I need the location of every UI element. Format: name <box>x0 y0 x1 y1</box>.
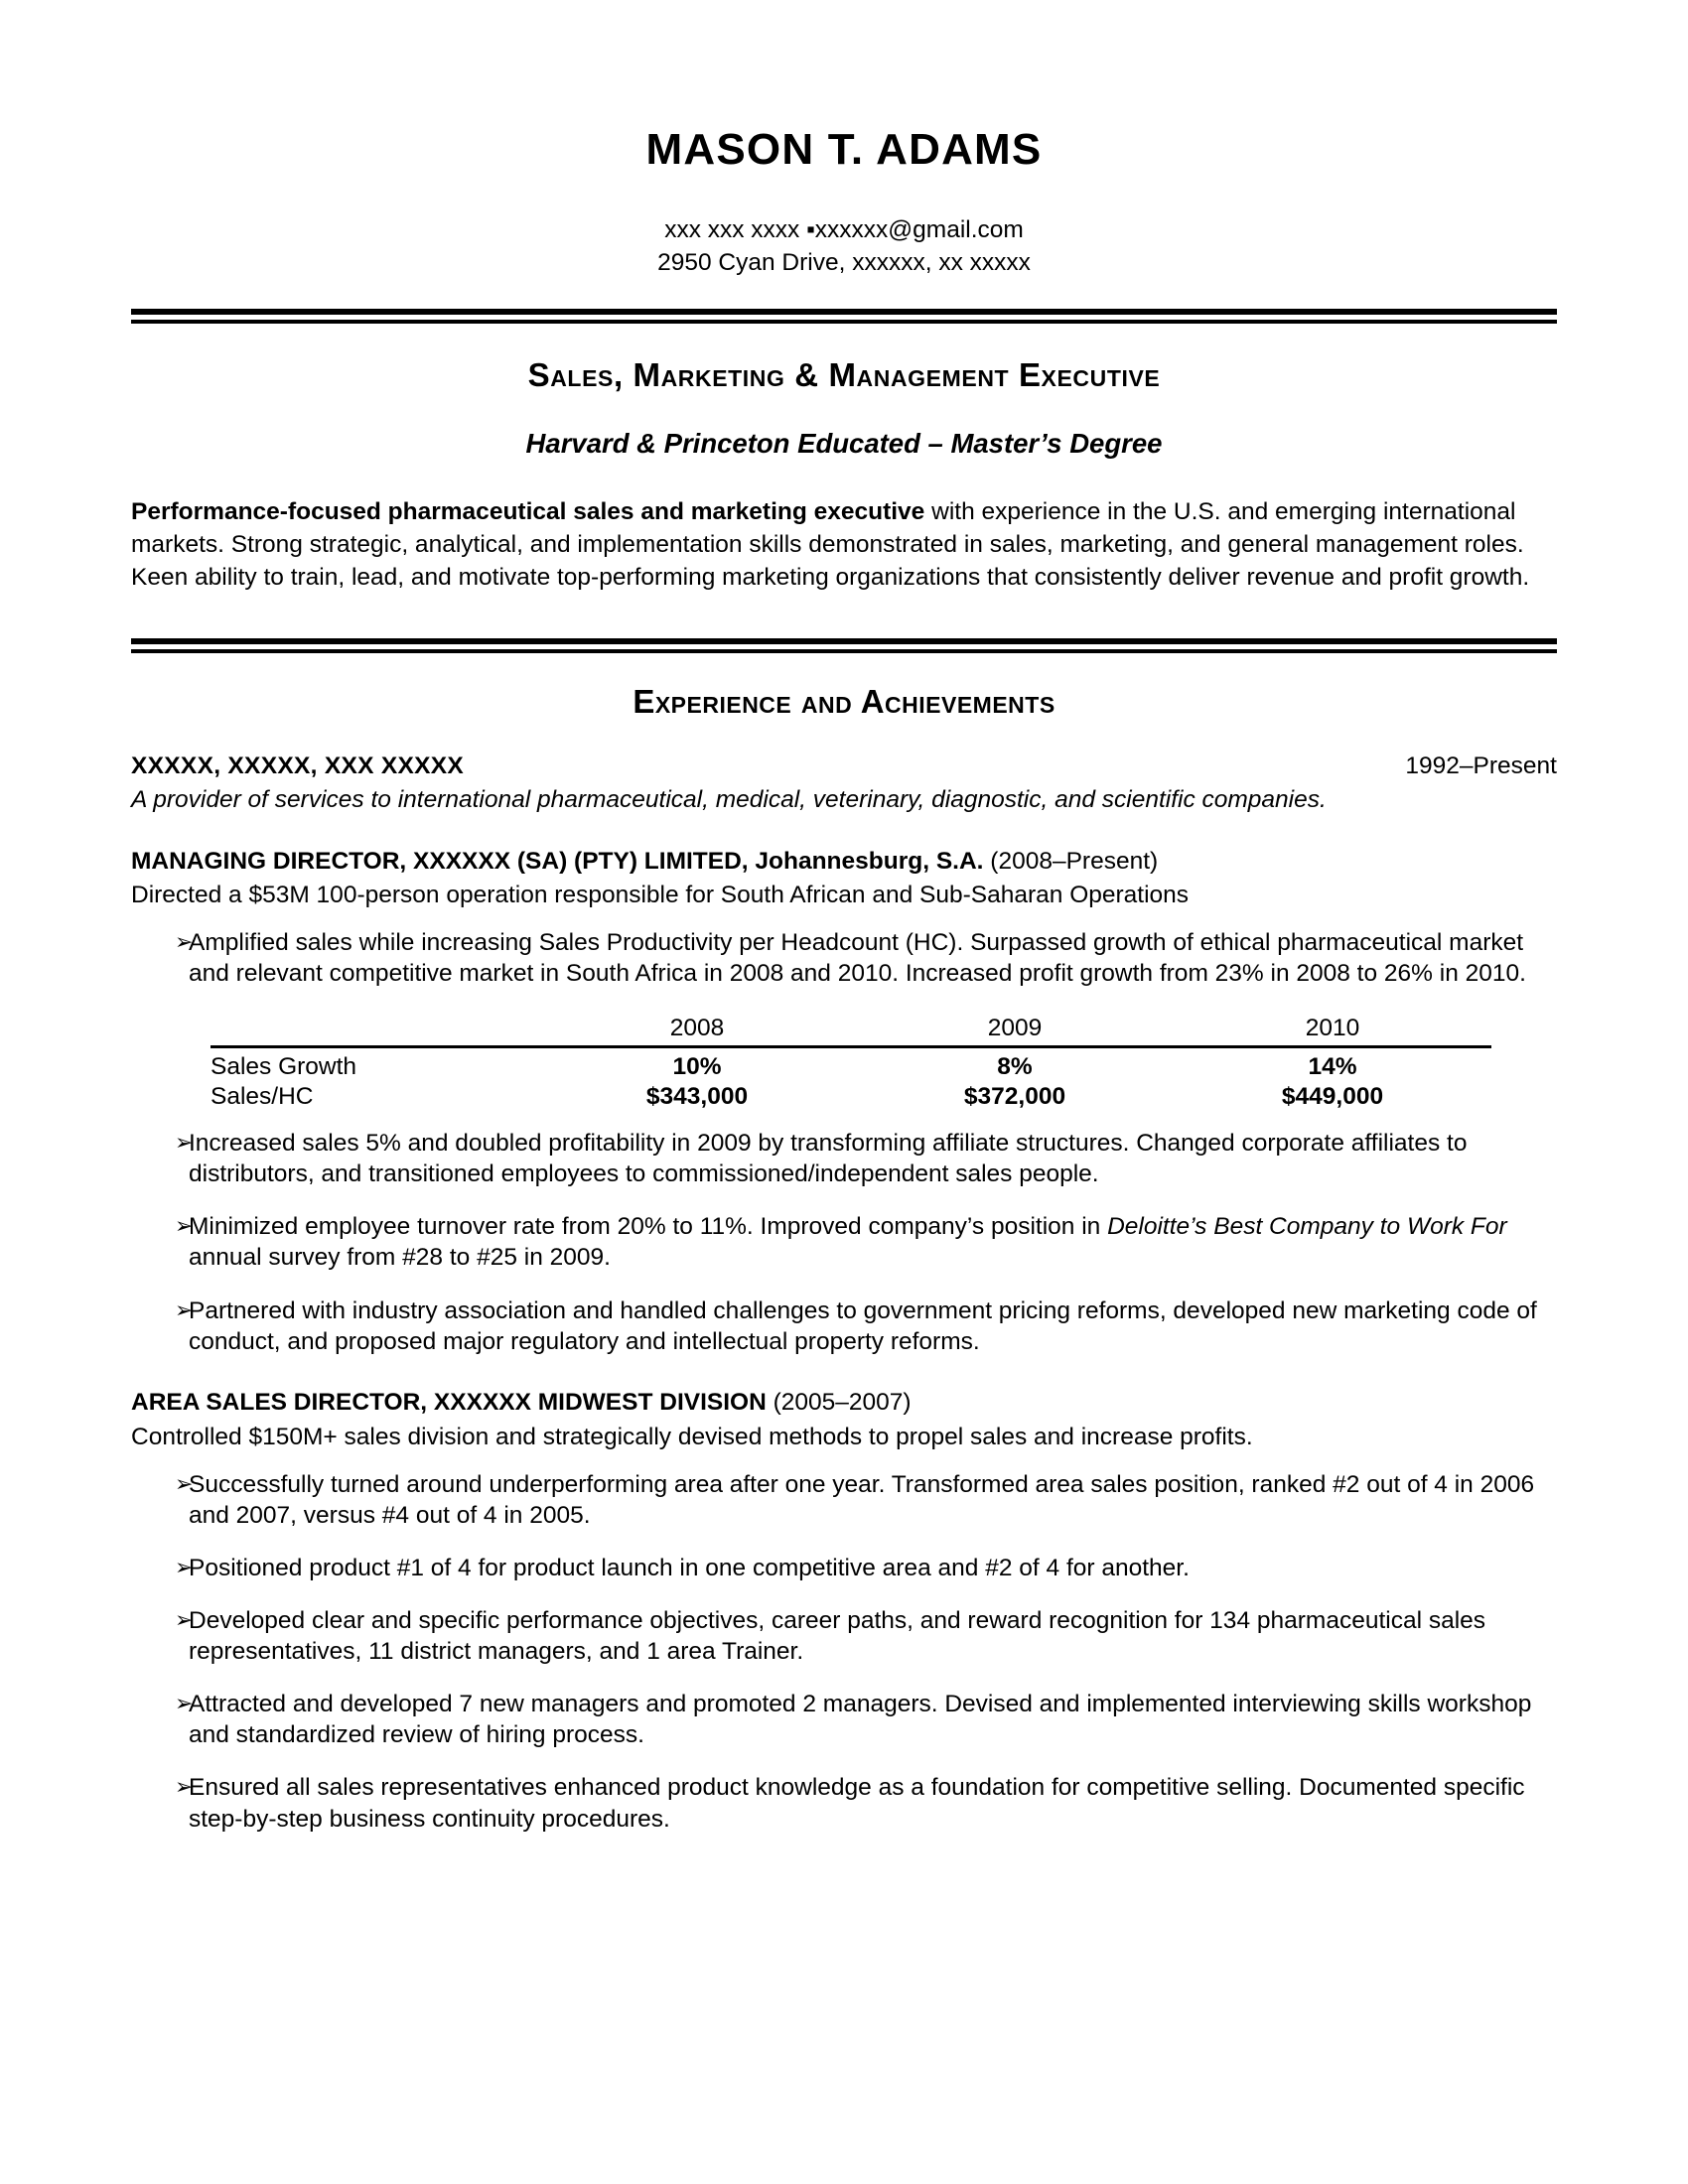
metrics-table-head <box>211 1014 1491 1047</box>
metrics-table <box>211 1014 1491 1113</box>
contact-block <box>131 214 1557 279</box>
contact-address: 2950 Cyan Drive, xxxxxx, xx xxxxx <box>657 248 1031 276</box>
list-item-text <box>189 1605 1557 1667</box>
list-item-text-pre: Partnered with industry association and handled challenges to government pricing reforms, developed new marketing code of conduct, and proposed major regulatory and intellectual property reforms. <box>189 1297 1537 1355</box>
metrics-table-body <box>211 1047 1491 1112</box>
role-scope: Directed a $53M 100-person operation responsible for South African and Sub-Saharan Operations <box>131 882 1190 909</box>
summary-body: with experience in the U.S. and emerging international markets. Strong strategic, analytical, and implementation skills demonstrated in sales, marketing, and general management roles. Keen ability to train, lead, and motivate top-performing marketing organizations that consistently deliver revenue and profit growth. <box>131 497 1530 592</box>
table-row <box>211 1047 1491 1082</box>
role-title: MANAGING DIRECTOR, XXXXXX (SA) (PTY) LIMITED, Johannesburg, S.A. <box>131 847 984 875</box>
list-item-text-post: annual survey from #28 to #25 in 2009. <box>189 1244 611 1272</box>
divider-thin-line <box>131 649 1557 653</box>
column-header-2008: 2008 <box>538 1014 856 1047</box>
column-header-label <box>211 1014 538 1047</box>
row-label-sales-hc: Sales/HC <box>211 1083 314 1111</box>
list-item <box>131 1605 1557 1667</box>
list-item-text-pre: Attracted and developed 7 new managers and promoted 2 managers. Devised and implemented interviewing skills workshop and standardized review of hiring process. <box>189 1691 1532 1749</box>
list-item <box>131 1296 1557 1357</box>
list-item-text-pre: Ensured all sales representatives enhanced product knowledge as a foundation for competitive selling. Documented specific step-by-step business continuity procedures. <box>189 1774 1525 1833</box>
arrow-bullet-icon: ➢ <box>175 1607 194 1633</box>
list-item <box>131 1128 1557 1189</box>
cell-sales-hc-2009: $372,000 <box>963 1083 1066 1111</box>
column-header-2010: 2010 <box>1174 1014 1491 1047</box>
cell-sales-hc-2010: $449,000 <box>1281 1083 1384 1111</box>
list-item-text-pre: Developed clear and specific performance objectives, career paths, and reward recognition for 134 pharmaceutical sales representatives, 11 district managers, and 1 area Trainer. <box>189 1606 1486 1666</box>
list-item-text-pre: Increased sales 5% and doubled profitability in 2009 by transforming affiliate structures. Changed corporate affiliates to distributors, and transitioned employees to commissioned/independent sales people. <box>189 1130 1468 1188</box>
arrow-bullet-icon: ➢ <box>175 930 194 956</box>
arrow-bullet-icon: ➢ <box>175 1555 194 1580</box>
role-title: AREA SALES DIRECTOR, XXXXXX MIDWEST DIVISION <box>131 1388 767 1416</box>
role-bullets <box>131 1469 1557 1835</box>
list-item <box>131 927 1557 989</box>
professional-headline: Sales, Marketing & Management Executive <box>527 355 1161 393</box>
role-title-line <box>131 846 1557 878</box>
role-managing-director <box>131 846 1557 1357</box>
table-header-row <box>211 1014 1491 1047</box>
list-item <box>131 1689 1557 1750</box>
row-label-sales-growth: Sales Growth <box>211 1053 357 1081</box>
cell-sales-growth-2009: 8% <box>997 1053 1033 1081</box>
arrow-bullet-icon: ➢ <box>175 1775 194 1801</box>
cell-sales-growth-2010: 14% <box>1308 1053 1357 1081</box>
divider-top <box>131 309 1557 324</box>
employer-row <box>131 752 1557 780</box>
list-item-text <box>189 1296 1557 1357</box>
list-item-text <box>189 1128 1557 1189</box>
list-item-text <box>189 1772 1557 1834</box>
list-item-text-pre: Successfully turned around underperforming area after one year. Transformed area sales position, ranked #2 out of 4 in 2006 and 2007, versus #4 out of 4 in 2005. <box>189 1470 1535 1529</box>
role-area-sales-director <box>131 1387 1557 1835</box>
cell-sales-growth-2008: 10% <box>672 1053 722 1081</box>
list-item <box>131 1553 1557 1583</box>
list-item <box>131 1772 1557 1834</box>
list-item-text: Amplified sales while increasing Sales Productivity per Headcount (HC). Surpassed growth of ethical pharmaceutical market and relevant competitive market in South Africa in 2008 and 2010. Increased profit growth from 23% in 2008 to 26% in 2010. <box>189 929 1526 988</box>
role-title-line <box>131 1387 1557 1419</box>
column-header-2009: 2009 <box>856 1014 1174 1047</box>
candidate-name: MASON T. ADAMS <box>645 125 1043 174</box>
list-item-text <box>189 1553 1557 1583</box>
table-row <box>211 1082 1491 1112</box>
arrow-bullet-icon: ➢ <box>175 1471 194 1497</box>
employer-dates: 1992–Present <box>1405 751 1557 779</box>
role-dates: (2005–2007) <box>766 1388 912 1416</box>
role-bullets-bottom <box>131 1128 1557 1357</box>
role-bullets-top <box>131 927 1557 989</box>
education-subheadline: Harvard & Princeton Educated – Master’s Degree <box>525 427 1163 459</box>
employer-name: XXXXX, XXXXX, XXX XXXXX <box>131 751 465 779</box>
divider-thin-line <box>131 320 1557 324</box>
role-dates: (2008–Present) <box>983 847 1159 875</box>
arrow-bullet-icon: ➢ <box>175 1131 194 1157</box>
contact-phone-email: xxx xxx xxxx ▪xxxxxx@gmail.com <box>664 216 1024 244</box>
summary-lead-in: Performance-focused pharmaceutical sales and marketing executive <box>131 497 925 525</box>
arrow-bullet-icon: ➢ <box>175 1692 194 1717</box>
divider-middle <box>131 638 1557 653</box>
professional-summary <box>131 495 1557 595</box>
arrow-bullet-icon: ➢ <box>175 1214 194 1240</box>
resume-content <box>131 0 1557 1835</box>
arrow-bullet-icon: ➢ <box>175 1297 194 1323</box>
list-item-text <box>189 1689 1557 1750</box>
list-item-text <box>189 1469 1557 1531</box>
list-item-text-pre: Minimized employee turnover rate from 20% to 11%. Improved company’s position in <box>189 1213 1108 1241</box>
role-scope: Controlled $150M+ sales division and strategically devised methods to propel sales and increase profits. <box>131 1423 1253 1450</box>
list-item-text <box>189 1211 1557 1273</box>
list-item-text-italic: Deloitte’s Best Company to Work For <box>1107 1213 1507 1241</box>
employer-description: A provider of services to international pharmaceutical, medical, veterinary, diagnostic, and scientific companies. <box>131 785 1327 813</box>
section-heading-experience: Experience and Achievements <box>633 682 1055 720</box>
list-item-text-pre: Positioned product #1 of 4 for product launch in one competitive area and #2 of 4 for another. <box>189 1554 1190 1581</box>
list-item <box>131 1469 1557 1531</box>
cell-sales-hc-2008: $343,000 <box>645 1083 749 1111</box>
list-item <box>131 1211 1557 1273</box>
